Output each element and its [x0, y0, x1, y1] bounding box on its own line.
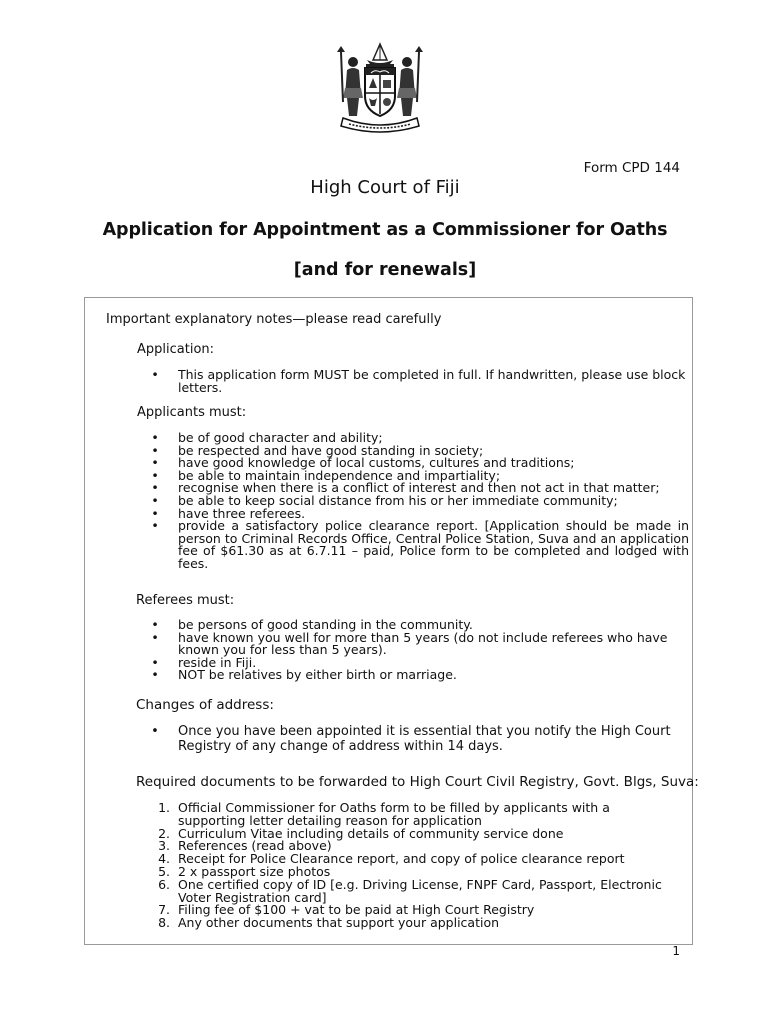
list-item: • be respected and have good standing in society; — [148, 445, 689, 458]
bullet-icon: • — [151, 430, 159, 445]
referees-heading: Referees must: — [136, 593, 235, 608]
form-number: Form CPD 144 — [583, 160, 680, 176]
bullet-icon: • — [151, 455, 159, 471]
application-list — [148, 369, 688, 394]
bullet-icon: • — [151, 667, 159, 683]
address-list — [148, 725, 688, 754]
bullet-icon: • — [151, 654, 159, 670]
list-item: 5. 2 x passport size photos — [158, 863, 331, 879]
list-item: • have three referees. — [148, 508, 689, 521]
list-item: • be able to keep social distance from his or her immediate community; — [148, 495, 689, 508]
bullet-icon: • — [151, 492, 159, 508]
bullet-icon: • — [151, 467, 159, 483]
bullet-icon: • — [151, 480, 159, 496]
document-title: Application for Appointment as a Commissioner for Oaths — [102, 220, 668, 240]
list-item: • be of good character and ability; — [148, 432, 689, 445]
list-item: • This application form MUST be completed in full. If handwritten, please use block letters. — [148, 369, 688, 394]
court-name: High Court of Fiji — [310, 177, 460, 198]
page-number: 1 — [672, 944, 680, 958]
bullet-icon: • — [151, 724, 159, 739]
list-item: 8. Any other documents that support your application — [158, 915, 500, 931]
list-item: • have good knowledge of local customs, cultures and traditions; — [148, 457, 689, 470]
notes-heading: Important explanatory notes—please read carefully — [106, 312, 442, 327]
address-heading: Changes of address: — [136, 697, 274, 713]
document-subtitle: [and for renewals] — [293, 260, 477, 280]
list-item: 2. Curriculum Vitae including details of community service done — [158, 825, 564, 841]
list-item: 1. Official Commissioner for Oaths form to be filled by applicants with a supporting letter detailing reason for application — [158, 800, 610, 828]
applicants-heading: Applicants must: — [137, 405, 247, 420]
list-item: • provide a satisfactory police clearance report. [Application should be made in person to Criminal Records Office, Central Police Station, Suva and an application fee of $61.30 as at 6.7.11 – paid, Police form to be completed and lodged with fees. — [148, 520, 689, 570]
list-item: • Once you have been appointed it is essential that you notify the High Court Registry of any change of address within 14 days. — [148, 725, 688, 754]
list-item: • be able to maintain independence and impartiality; — [148, 470, 689, 483]
fiji-coat-of-arms-logo — [333, 40, 427, 134]
referees-list — [148, 619, 668, 682]
documents-list — [148, 802, 678, 930]
bullet-icon: • — [151, 442, 159, 458]
bullet-icon: • — [151, 505, 159, 521]
applicants-list — [148, 432, 689, 571]
bullet-icon: • — [151, 629, 159, 645]
list-item: • NOT be relatives by either birth or marriage. — [148, 669, 668, 682]
documents-heading: Required documents to be forwarded to High Court Civil Registry, Govt. Blgs, Suva: — [136, 774, 699, 790]
list-item: 4. Receipt for Police Clearance report, and copy of police clearance report — [158, 851, 625, 867]
list-item: 3. References (read above) — [158, 838, 332, 854]
list-item: 6. One certified copy of ID [e.g. Driving License, FNPF Card, Passport, Electronic Voter Registration card] — [158, 876, 662, 905]
bullet-icon: • — [151, 367, 159, 382]
list-item: 7. Filing fee of $100 + vat to be paid at High Court Registry — [158, 902, 535, 918]
list-item: • recognise when there is a conflict of interest and then not act in that matter; — [148, 482, 689, 495]
bullet-icon: • — [151, 617, 159, 632]
list-item: • have known you well for more than 5 years (do not include referees who have known you for less than 5 years). — [148, 632, 668, 657]
application-heading: Application: — [137, 342, 215, 357]
list-item: • reside in Fiji. — [148, 657, 668, 670]
list-item: • be persons of good standing in the community. — [148, 619, 668, 632]
bullet-icon: • — [151, 518, 159, 534]
